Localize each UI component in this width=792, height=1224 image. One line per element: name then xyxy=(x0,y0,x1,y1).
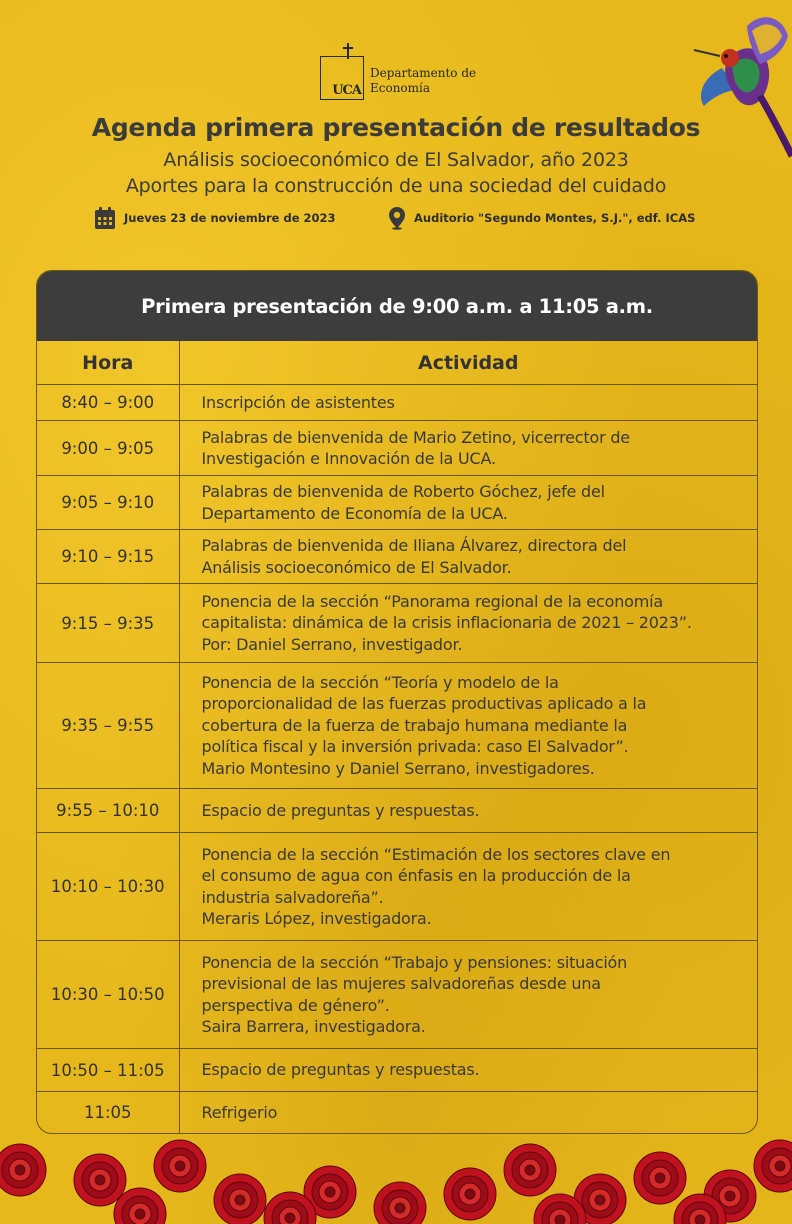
rose-icon xyxy=(754,1140,792,1192)
schedule-time: 9:35 – 9:55 xyxy=(37,663,179,789)
schedule-card xyxy=(36,270,758,1134)
schedule-time: 9:55 – 10:10 xyxy=(37,789,179,833)
schedule-activity: Ponencia de la sección “Estimación de los sectores clave en el consumo de agua con énfasis en la producción de la industria salvadoreña”. Meraris López, investigadora. xyxy=(179,833,757,941)
location-pin-icon xyxy=(388,206,406,230)
event-date xyxy=(94,206,336,230)
roses-decoration xyxy=(0,1130,792,1224)
schedule-activity: Ponencia de la sección “Trabajo y pensiones: situación previsional de las mujeres salvadoreñas desde una perspectiva de género”. Saira Barrera, investigadora. xyxy=(179,941,757,1049)
schedule-row xyxy=(37,1092,757,1134)
schedule-activity: Ponencia de la sección “Panorama regional de la economía capitalista: dinámica de la crisis inflacionaria de 2021 – 2023”. Por: Daniel Serrano, investigador. xyxy=(179,584,757,663)
column-header-hora: Hora xyxy=(37,341,179,385)
subtitle-care-society: Aportes para la construcción de una sociedad del cuidado xyxy=(125,175,667,197)
column-header-actividad: Actividad xyxy=(179,341,757,385)
schedule-header-row xyxy=(37,341,757,385)
schedule-activity: Ponencia de la sección “Teoría y modelo de la proporcionalidad de las fuerzas productivas aplicado a la cobertura de la fuerza de trabajo humana mediante la política fiscal y la inversión privada: caso El Salvador”. Mario Montesino y Daniel Serrano, investigadores. xyxy=(179,663,757,789)
schedule-row xyxy=(37,833,757,941)
schedule-time: 9:10 – 9:15 xyxy=(37,530,179,584)
calendar-icon xyxy=(94,206,116,230)
department-line-2: Economía xyxy=(370,81,431,95)
schedule-time: 10:50 – 11:05 xyxy=(37,1049,179,1092)
department-name xyxy=(370,66,476,96)
schedule-table xyxy=(37,341,757,1134)
cross-bar xyxy=(343,47,353,49)
event-location xyxy=(388,206,695,230)
schedule-activity: Refrigerio xyxy=(201,1103,278,1122)
event-location-text: Auditorio "Segundo Montes, S.J.", edf. ICAS xyxy=(414,211,696,225)
uca-mark-text: UCA xyxy=(332,83,361,98)
schedule-row xyxy=(37,584,757,663)
schedule-time: 10:10 – 10:30 xyxy=(37,833,179,941)
schedule-activity: Palabras de bienvenida de Roberto Góchez, jefe del Departamento de Economía de la UCA. xyxy=(179,476,757,530)
schedule-time: 9:05 – 9:10 xyxy=(37,476,179,530)
cross-icon xyxy=(347,43,349,59)
schedule-row xyxy=(37,476,757,530)
schedule-header: Primera presentación de 9:00 a.m. a 11:05 a.m. xyxy=(37,271,757,341)
event-date-text: Jueves 23 de noviembre de 2023 xyxy=(124,211,336,225)
schedule-activity: Inscripción de asistentes xyxy=(179,385,757,421)
page-title: Agenda primera presentación de resultados xyxy=(91,113,701,142)
department-line-1: Departamento de xyxy=(370,66,477,80)
schedule-activity: Espacio de preguntas y respuestas. xyxy=(179,789,757,833)
subtitle-analysis: Análisis socioeconómico de El Salvador, año 2023 xyxy=(163,149,629,171)
rose-icon xyxy=(0,1144,46,1196)
rose-icon xyxy=(154,1140,206,1192)
schedule-time: 10:30 – 10:50 xyxy=(37,941,179,1049)
schedule-row xyxy=(37,789,757,833)
schedule-activity: Palabras de bienvenida de Mario Zetino, vicerrector de Investigación e Innovación de la UCA. xyxy=(179,421,757,476)
rose-icon xyxy=(504,1144,556,1196)
schedule-time: 11:05 xyxy=(37,1092,179,1134)
schedule-time: 9:00 – 9:05 xyxy=(37,421,179,476)
uca-logo xyxy=(320,42,480,100)
uca-logo-mark xyxy=(320,56,364,100)
rose-icon xyxy=(374,1182,426,1224)
schedule-row xyxy=(37,385,757,421)
rose-icon xyxy=(74,1154,126,1206)
rose-icon xyxy=(444,1168,496,1220)
schedule-row xyxy=(37,530,757,584)
schedule-row xyxy=(37,421,757,476)
hummingbird-illustration xyxy=(692,6,792,166)
schedule-activity: Espacio de preguntas y respuestas. xyxy=(179,1049,757,1092)
schedule-activity: Palabras de bienvenida de Iliana Álvarez, directora del Análisis socioeconómico de El Salvador. xyxy=(179,530,757,584)
schedule-row xyxy=(37,1049,757,1092)
schedule-time: 8:40 – 9:00 xyxy=(37,385,179,421)
schedule-row xyxy=(37,663,757,789)
schedule-time: 9:15 – 9:35 xyxy=(37,584,179,663)
schedule-row xyxy=(37,941,757,1049)
rose-icon xyxy=(634,1152,686,1204)
rose-icon xyxy=(214,1174,266,1224)
